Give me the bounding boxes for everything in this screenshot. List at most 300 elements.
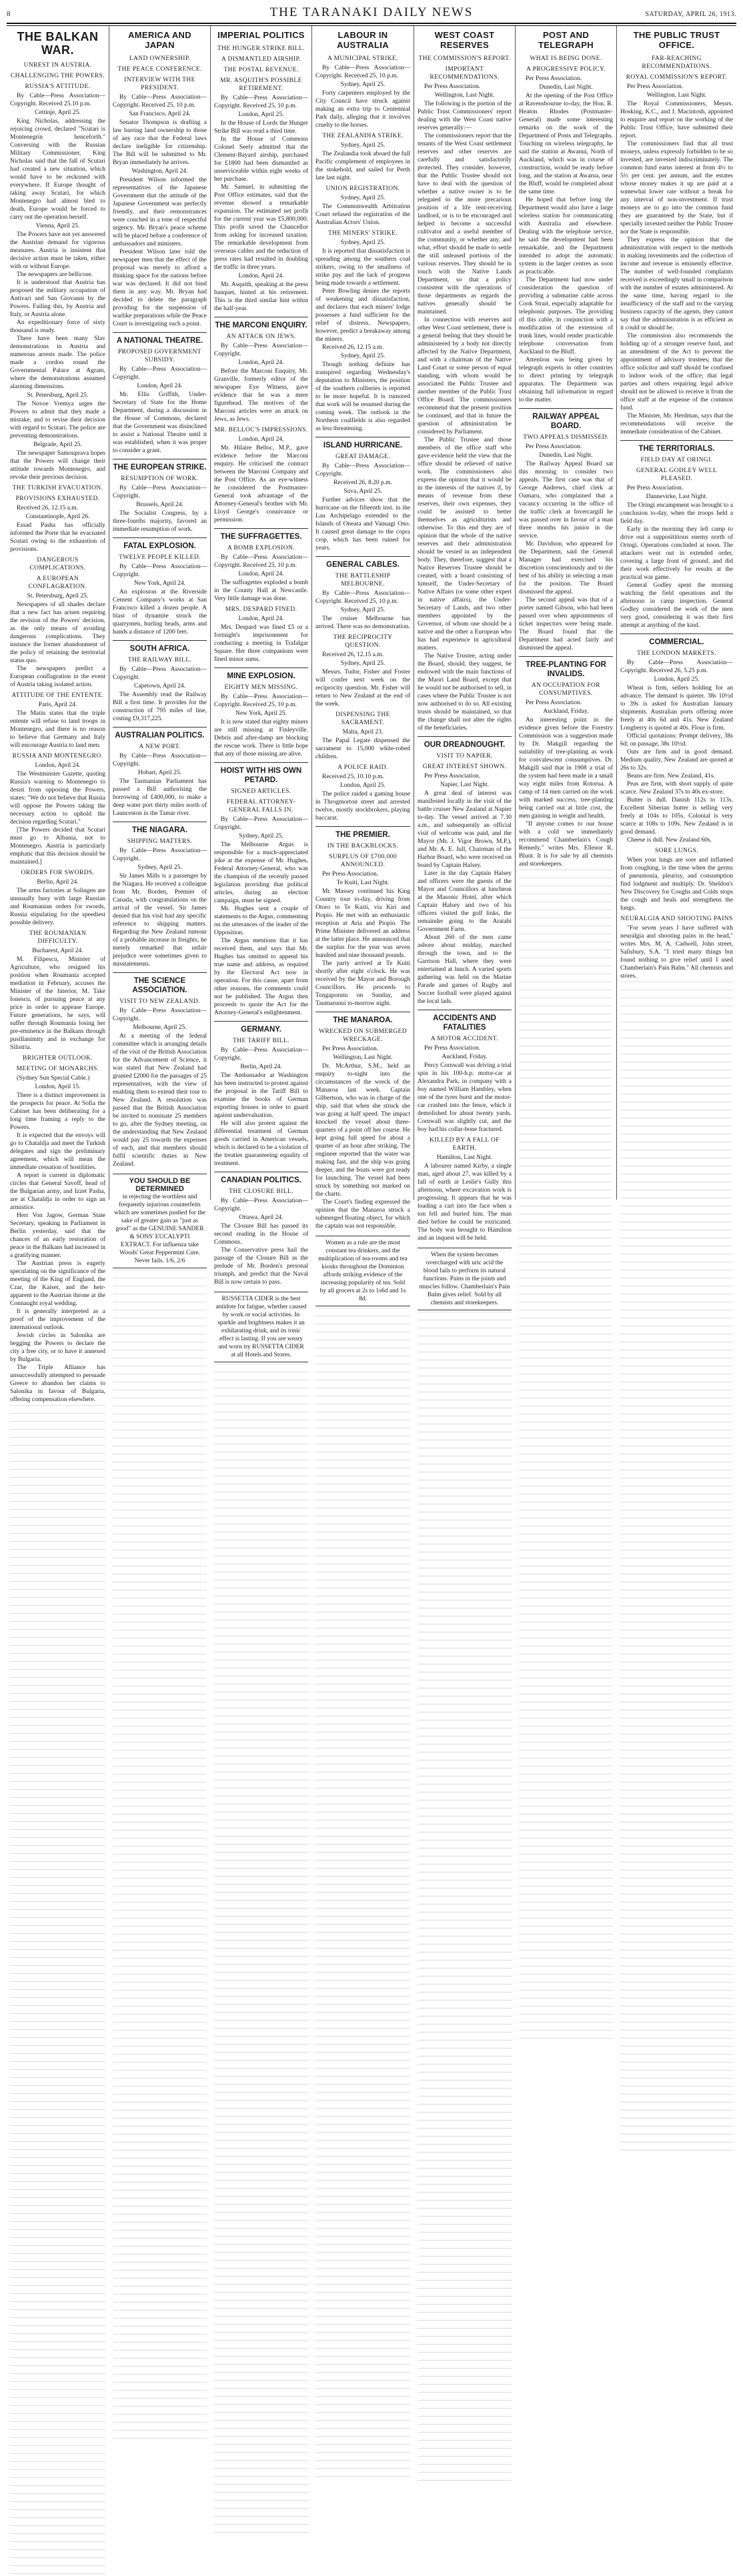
dateline: London, April 24. [238, 359, 284, 366]
article-paragraph: The newspapers predict a European conflagration in the event of Austria taking isolated action. [10, 666, 105, 688]
dateline: Brussels, April 24. [136, 501, 183, 508]
subheading: TWELVE PEOPLE KILLED. [119, 554, 201, 561]
article-paragraph: Butter is dull. Danish 112s to 113s. Excellent Siberian butter is selling very freely at 104s to 105s. Colonial is very scarce at 108s to 109s. New Zealand is in good demand. [620, 797, 733, 836]
subheading: MRS. DESPARD FINED. [225, 606, 297, 613]
dateline: Sydney, April 25. [340, 607, 386, 613]
section-headline: THE MANAROA. [315, 1012, 410, 1025]
dateline: Auckland, Friday. [543, 708, 589, 715]
dateline: Bucharest, April 24. [32, 948, 83, 954]
subheading: EIGHTY MEN MISSING. [224, 684, 298, 691]
article-paragraph: Per Press Association. [322, 871, 379, 878]
dateline: Sydney, April 25. [239, 833, 283, 840]
article-paragraph: Per Press Association. [322, 1046, 379, 1052]
subheading: MEETING OF MONARCHS. [16, 1066, 99, 1072]
dateline: Constantinople, April 26. [25, 513, 90, 520]
article-paragraph: In the House of Commons Colonel Seely admitted that the Clement-Bayard airship, purchased for £1800 had been dismantled as unserviceable within eight weeks of her purchase. [214, 136, 308, 183]
advertisement [418, 1248, 512, 1310]
section-headline: SOUTH AFRICA. [113, 640, 207, 654]
article-paragraph: The commissioners report that the tenants of the West Coast settlement reserves and other reserves are carefully and satisfactorily protected. They consider, however, that the Public Trustee should not have to deal with the question of whether a native owner is to be relegated to the more precarious position of a life rent-receiving landlord, or is to be encouraged and helped to become a successful cultivator and a useful member of the community, or whether any, and what, effort should be made to settle the still unleased portions of the various reserves. They should be in touch with the Native Lands Department, so that a policy consistent with the operations of those departments as regards the natives generally should be maintained. [418, 133, 512, 315]
article-paragraph: The Royal Commissioners, Messrs. Hosking, K.C., and J. Macintosh, appointed to enquire and report on the working of the Public Trust Office, have submitted their report. [620, 101, 733, 139]
advertisement-text: RUSSETTA CIDER is the best antidote for fatigue, whether caused by work or social activities. In sparkle and brightness makes it an exhilarating drink, and its tonic effect is lasting. If you are weary and worn try RUSSETTA CIDER at all Hotels and Stores. [215, 1296, 307, 1358]
dateline: Suva, April 25. [343, 488, 382, 495]
dateline: New York, April 25. [235, 710, 287, 717]
dateline: Hobart, April 25. [138, 770, 181, 776]
section-headline: THE SUFFRAGETTES. [214, 528, 308, 541]
article-paragraph: By Cable—Press Association—Copyright. [113, 563, 207, 578]
subheading: AN OCCUPATION FOR CONSUMPTIVES. [531, 682, 601, 697]
section-headline: MINE EXPLOSION. [214, 668, 308, 681]
article-paragraph: [The Powers decided that Scutari must go to Albania, not to Montenegro. Austria is particularly emphatic that this decision should be maintained.] [10, 827, 105, 866]
section-headline: GENERAL CABLES. [315, 556, 410, 569]
subheading: A MOTOR ACCIDENT. [430, 1036, 499, 1042]
article-paragraph: Sir James Mills is a passenger by the Niagara. He received a colleague from Mr. Borden, Premier of Canada, with congratulations on the arrival of the vessel. Sir James denied that his visit had any specific reference to shipping matters. Regarding the New Zealand rumour of a probable increase in freights, he merely remarked that unfair prejudice were sometimes given to misstatements. [113, 873, 207, 968]
article-paragraph: Received 26, 12.15 a.m. [322, 344, 384, 351]
article-paragraph: By Cable—Press Association—Copyright. Received 25, 10 p.m. [113, 94, 207, 109]
article-paragraph: He hoped that before long the Department would also have a large wireless station for communicating with Australia and elsewhere. Dealing with the telephone service, he said the development had been remarkable, and the Department intended to adopt the automatic system in the larger centres as soon as practicable. [519, 197, 613, 275]
article-paragraph: It is expected that the envoys will go to Chataldja and meet the Turkish delegates and sign the preliminary agreement, which will mean the immediate cessation of hostilities. [10, 1132, 105, 1171]
subheading: THE RAILWAY BILL. [127, 657, 192, 664]
column-headline: AMERICA AND JAPAN [128, 30, 191, 50]
article-paragraph: Attention was being given by telegraph experts in other countries to direct printing by telegraph apparatus. The Department was obtaining full information in regard to the matter. [519, 357, 613, 403]
article-paragraph: "If anyone comes to our house with a cold we immediately recommend Chamberlain's Cough Remedy," writes Mrs. Ellenor R. Blunt. It is for sale by all chemists and storekeepers. [519, 821, 613, 868]
article-paragraph: The Austrian press is eagerly speculating on the significance of the meeting of the King of England, the Czar, the Kaiser, and the heir-apparent to the Austrian throne at the Connaught royal wedding. [10, 1260, 105, 1307]
subheading: THE COMMISSION'S REPORT. [418, 55, 511, 62]
subheading: IMPORTANT RECOMMENDATIONS. [430, 66, 500, 81]
article-paragraph: Herr Von Jagow, German State Secretary, speaking in Parliament in Berlin yesterday, said that the chances of an early restoration of peace in the Balkans had increased in a gratifying manner. [10, 1212, 105, 1259]
column-continuation [620, 982, 733, 2153]
dateline: London, April 25. [238, 111, 284, 118]
dateline: Belgrade, April 25. [33, 441, 82, 448]
dateline: Malta, April 23. [342, 729, 384, 736]
dateline: Vienna, April 25. [35, 223, 80, 229]
article-paragraph: An expeditionary force of sixty thousand is ready. [10, 319, 105, 334]
column-3 [210, 26, 311, 1358]
article-paragraph: Mr. Ellis Griffith, Under-Secretary of State for the Home Department, during a discussion in the House of Commons, declared that the Government was disinclined to assist a National Theatre until it was established, when it was proper to consider a grant. [113, 391, 207, 454]
article-paragraph: Per Press Association. [526, 700, 582, 706]
dateline: London, April 24. [238, 436, 284, 443]
columns-container [7, 26, 736, 1403]
subheading: THE HUNGER STRIKE BILL. [217, 45, 305, 52]
subheading: THE ROUMANIAN DIFFICULTY. [29, 930, 87, 945]
subheading: SHIPPING MATTERS. [127, 838, 193, 845]
dateline: Received 26, 8.20 p.m. [333, 479, 392, 486]
article-paragraph: King Nicholas, addressing the rejoicing crowd, declared "Scutari is Montenegrin henceforth." Conversing with the Russian Military Commissioner, King Nicholas said that the fall of Scutari had created a new situation, which would have to be reckoned with everywhere. If Europe thought of taking away Scutari, for which Montenegro had almost bled to death, Europe would be forced to carry out the operation herself. [10, 118, 105, 221]
dateline: Hamilton, Last Night. [436, 1154, 493, 1161]
section-headline: THE EUROPEAN STRIKE. [113, 459, 207, 472]
dateline: San Francisco, April 24. [129, 111, 191, 117]
article-paragraph: Peas are firm, with short supply of quite scarce. New Zealand 37s to 40s ex-store. [620, 781, 733, 796]
article-paragraph: The Commonwealth Arbitration Court refused the registration of the Australian Actors' Union. [315, 203, 410, 226]
subheading: CHALLENGING THE POWERS. [10, 73, 105, 79]
article-paragraph: Percy Cornwall was driving a trial spin in his 100-h.p. motor-car at Alexandra Park, in company with a boy named William Hambley, when one of the tyres burst and the motor-car crashed into the fence, which it demolished for about twenty yards. Cornwall was slightly cut, and the boy had his collar-bone fractured. [418, 1062, 512, 1133]
section-headline: THE TERRITORIALS. [620, 440, 733, 453]
article-paragraph: An interesting point in the evidence given before the Forestry Commission was a suggestion made by Dr. Makgill regarding the suitability of tree-planting as work for convalescent consumptives. Dr. Makgill said that in 1908 a trial of the system had been made in a small way eight miles from Rotorua. A camp of 14 men carried on the work with marked success, tree-planting being carried out at little cost, the men gaining in weight and health. [519, 717, 613, 820]
advertisement-text: Women as a rule are the most constant tea drinkers, and the multiplication of tea-rooms and tea kiosks throughout the Dominion affords striking evidence of the increasing popularity of tea. Sold by all grocers at 2s to 1s6d and 1s 8d. [318, 1240, 408, 1302]
subheading: UNREST IN AUSTRIA. [23, 62, 92, 69]
article-paragraph: An explosion at the Riverside Cement Company's works at San Francisco killed a dozen people. A blast of dynamite struck the quarrymen, hurling heads, arms and hands a distance of 1200 feet. [113, 589, 207, 635]
subheading: DANGEROUS COMPLICATIONS. [29, 557, 86, 571]
article-paragraph: In the House of Lords the Hunger Strike Bill was read a third time. [214, 120, 308, 135]
article-paragraph: They express the opinion that the administration with respect to the methods in making investments and the collection of income and revenue is eminently effective. The number of well-founded complaints received is exceedingly small in comparison with the number of estates administered. At the same time, having regard to the insufficiency of the staff and to the varying business capacity of the agents, they cannot say that the administration is as efficient as it could or should be. [620, 237, 733, 331]
subheading: A BOMB EXPLOSION. [227, 545, 295, 551]
article-paragraph: Received 26, 12.15 a.m. [322, 652, 384, 658]
article-paragraph: In connection with reserves and other West Coast settlement, there is a general feeling that they should be administered by a body not directly affected by the Native Department, and with a chairman of the Native Land Court or some person of equal standing, with whom would be associated the Public Trustee and another member of the Public Trust Office Board. The commissioners recommend that the present position be continued, and that in future the question of administration be considered by Parliament. [418, 317, 512, 435]
dateline: London, April 15. [35, 1084, 81, 1090]
article-paragraph: Per Press Association. [627, 485, 684, 491]
subheading: IN THE BACKBLOCKS. [327, 843, 399, 850]
subheading: KILLED BY A FALL OF EARTH. [430, 1137, 500, 1152]
article-paragraph: Jewish circles in Salonika are begging the Powers to declare the city a free city, or to have it annexed by Bulgaria. [10, 1332, 105, 1363]
page-number: 8 [7, 10, 11, 18]
article-paragraph: It is generally interpreted as a proof of the improvement of the international outlook. [10, 1308, 105, 1331]
dateline: Sydney, April 25. [340, 239, 386, 246]
subheading: WRECKED ON SUBMERGED WRECKAGE. [318, 1028, 408, 1043]
article-paragraph: The Westminster Gazette, quoting Russia's warning to Montenegro to desist from opposing the Powers, states: "We do not believe that Russia will oppose the Powers taking the necessary action to uphold the decision regarding Scutari." [10, 771, 105, 826]
subheading: SIGNED ARTICLES. [231, 788, 291, 795]
article-paragraph: By Cable—Press Association—Copyright. [214, 343, 308, 357]
dateline: London, April 24. [137, 383, 183, 389]
article-paragraph: At a meeting of the federal committee which is arranging details of the visit of the British Association for the Advancement of Science, it was stated that New Zealand had granted £2000 for the passages of 25 representatives, with the view of enabling them to extend their tour to New Zealand. A resolution was passed that the British Association be invited to nominate 25 members to go, after the Sydney meeting, on the understanding that New Zealand would pay 25 towards the expenses of each, and that members should fulfil scientific duties in New Zealand. [113, 1033, 207, 1168]
article-paragraph: By Cable—Press Association—Copyright. [315, 463, 410, 477]
article-paragraph: Received 25, 10.10 p.m. [322, 774, 384, 780]
article-paragraph: Per Press Association. [526, 443, 582, 450]
column-continuation [418, 1312, 512, 2483]
article-paragraph: The commissioners find that all trust moneys, unless expressly forbidden to be so invested, are invested indiscriminately. The common fund earns interest at from 4½ to 5½ per cent. per annum, and the estates whose money makes it up are paid at a somewhat lower rate without a break for any interval of non-investment. If trust moneys are to go into the common fund they are guaranteed by the State, but if specially invested neither the Public Trustee nor the State is responsible. [620, 141, 733, 235]
article-paragraph: The Triple Alliance has unsuccessfully attempted to persuade Greece to abandon her claims to Salonika in favour of Bulgaria, offering compensation elsewhere. [10, 1364, 105, 1403]
subheading: SURPLUS OF £700,000 ANNOUNCED. [329, 854, 397, 868]
subheading: DISPENSING THE SACRAMENT. [335, 712, 390, 726]
article-paragraph: The Zealandia took aboard the full Pacific complement of employees in the stokehold, and sailed for Perth late last night. [315, 151, 410, 181]
subheading: FEDERAL ATTORNEY-GENERAL FALLS IN. [226, 799, 296, 814]
article-paragraph: The Matin states that the triple entente will refuse to land troops in Montenegro, and there is no reason to believe that Germany and Italy will encourage Austria to land men. [10, 710, 105, 749]
article-paragraph: Received 26, 12.15 a.m. [17, 505, 79, 511]
dateline: St. Petersburg, April 25. [27, 392, 89, 399]
dateline: London, April 24. [238, 615, 284, 622]
article-paragraph: By Cable—Press Association—Copyright. Received 26, 5.25 p.m. [620, 660, 733, 674]
column-4 [311, 26, 414, 1302]
article-paragraph: Early in the morning they left camp to drive out a supposititious enemy north of Oringi. Operations concluded at noon. The attackers went out in extended order, covering a large front of ground, and did their work effectively for results at the practical war game. [620, 526, 733, 581]
article-paragraph: Messrs. Tudor, Fisher and Foster will confer next week on the reciprocity question. Mr. Fisher will return to New Zealand at the end of the week. [315, 669, 410, 708]
section-headline: CANADIAN POLITICS. [214, 1172, 308, 1185]
subheading: ORDERS FOR SWORDS. [21, 870, 95, 876]
article-paragraph: The Department had now under consideration the question of providing a submarine cable across Cook Strait, especially adaptable for telephonic purposes. The providing of this cable, in conjunction with a modification of the extension of trunk lines, would render practicable telephone conversation from Auckland to the Bluff. [519, 277, 613, 355]
subheading: A POLICE RAID. [337, 764, 388, 771]
article-paragraph: By Cable—Press Association—Copyright. [214, 816, 308, 831]
article-paragraph: President Wilson later told the newspaper men that the effect of the proposal was merely to afford a thinking space for the nations before war was declared. It did not bind them in any way. Mr. Bryan had decided to delete the paragraph providing for the suspension of warlike preparations while the Peace Court is investigating such a point. [113, 249, 207, 327]
subheading: UNION REGISTRATION. [325, 185, 400, 192]
article-paragraph: Per Press Association. [424, 773, 481, 780]
dateline: Berlin, April 24. [37, 879, 79, 886]
section-headline: FATAL EXPLOSION. [113, 537, 207, 551]
article-paragraph: By Cable—Press Association—Copyright. [214, 1047, 308, 1062]
article-paragraph: Per Press Association. [526, 75, 582, 82]
subheading: A DISMANTLED AIRSHIP. [221, 56, 301, 63]
subheading: THE MINERS' STRIKE. [327, 230, 398, 237]
subheading: THE CLOSURE BILL. [229, 1188, 293, 1195]
article-paragraph: About 260 of the men came ashore about midday, marched through the town, and to the Garrison Hall, where they were entertained at lunch. A varied sports gathering was held on the Marine Parade and games of Rugby and Soccer football were played against the local lads. [418, 934, 512, 1005]
subheading: THE TARIFF BILL. [233, 1038, 289, 1044]
article-paragraph: Mr. Asquith, speaking at the press banquet, hinted at his retirement. This is the third similar hint within the half-year. [214, 281, 308, 312]
article-paragraph: The Railway Appeal Board sat this morning to consider two appeals. The first case was that of George Andrews, chief clerk at Oamaru, who complained that a vacancy occurring in the office of the traffic clerk at Invercargill he was passed over in favour of a man three months his junior in the service. [519, 461, 613, 539]
article-paragraph: Oats are firm and in good demand. Medium quality, New Zealand are quoted at 26s to 32s. [620, 749, 733, 772]
dateline: Sydney, April 25. [340, 81, 386, 88]
article-paragraph: The Public Trustee and those members of the office staff who gave evidence held the view that the office should be relieved of native work. The commissioners also express the opinion that it would be in the interests of the natives if, by means of revenue from these reserves, their own expenses, they could be assisted to better themselves as agriculturists and otherwise. To this end they are of opinion that the whole of the native reserves and their administration should be vested in an independent body. They, therefore, suggest that a Native Reserves Trustee should be created, with a board consisting of himself, the Under-Secretary of Native Affairs (or some other expert in native affairs), the Under-Secretary of Lands, and two other members appointed by the Governor, of whom one should be a native and the other a European who has had experience in agricultural matters. [418, 437, 512, 652]
dateline: Ottawa, April 24. [239, 1214, 283, 1221]
dateline: London, April 24. [238, 273, 284, 279]
article-paragraph: It is understood that Austria has proposed the military occupation of Antivari and San Giovanni by the Powers. Failing this, by Austria and Italy, or Austria alone. [10, 279, 105, 318]
article-paragraph: Essad Pasha has officially informed the Porte that he evacuated Scutari owing to the exhaustion of provisions. [10, 522, 105, 553]
advertisement [214, 1292, 308, 1362]
dateline: London, April 25. [654, 676, 700, 683]
article-paragraph: Dr. McArthur, S.M., held an enquiry to-night into the circumstances of the wreck of the Manaroa last week. Captain Gilbertson, who was in charge of the ship, said that when she struck she was going at half speed. The impact knocked the vessel about three-quarters of a point off her course. He kept going full speed for about a quarter of an hour after striking. The engineer reported that the water was making fast, and the ship was going deeper, and the boats were got ready for launching. The vessel had been struck by something not marked on the charts. [315, 1063, 410, 1198]
article-paragraph: Newspapers of all shades declare that a new fact has arisen requiring the revision of the Powers' decision, as the only means of avoiding dangerous complications. They instance the former abandonment of the policy of retaining the territorial status quo. [10, 601, 105, 664]
dateline: Cettinje, April 25. [35, 109, 81, 116]
article-paragraph: Mr. Samuel, in submitting the Post Office estimates, said that the revenue showed a remarkable expansion. The estimated net profit for the current year was £5,800,000. This profit saved the Chancellor from asking for increased taxation. The remarkable development from overseas cables and the reduction of press rates had resulted in doubling the traffic in three years. [214, 184, 308, 271]
subheading: THE PEACE CONFERENCE. [117, 66, 202, 73]
article-paragraph: The Ambassador at Washington has been instructed to protest against the proposal in the Tariff Bill to examine the books of German exporting houses in order to guard against undervaluation. [214, 1072, 308, 1119]
article-paragraph: By Cable—Press Association—Copyright. [113, 848, 207, 862]
subheading: BRIGHTER OUTLOOK. [23, 1055, 93, 1062]
article-paragraph: By Cable—Press Association—Copyright. [113, 666, 207, 681]
article-paragraph: By Cable—Press Association—Copyright. [214, 1198, 308, 1212]
article-paragraph: The newspapers are bellicose. [17, 271, 93, 278]
dateline: Sydney, April 25. [137, 864, 182, 871]
subheading: LAND OWNERSHIP. [129, 55, 191, 62]
article-paragraph: The following is the portion of the Public Trust Commissioners' report dealing with the West Coast native reserves generally:— [418, 101, 512, 131]
subheading: INTERVIEW WITH THE PRESIDENT. [124, 77, 195, 91]
article-paragraph: The Oringi encampment was brought to a conclusion to-day, when the troops held a field day. [620, 502, 733, 525]
subheading: TWO APPEALS DISMISSED. [523, 434, 609, 441]
article-paragraph: When your lungs are sore and inflamed from coughing, is the time when the germs of pneumonia, pleurisy, and consumption find lodgment and multiply. Dr. Sheldon's New Discovery for Coughs and Colds stops the cough and heals and strengthens the lungs. [620, 857, 733, 912]
article-paragraph: The party arrived at Te Kuiti shortly after eight o'clock. He was received by the Mayor and Borough Councillors. He proceeds to Tongaporutu on Sunday, and Taumarunui to-morrow night. [315, 960, 410, 1007]
section-headline: ISLAND HURRICANE. [315, 437, 410, 450]
subheading: ATTITUDE OF THE ENTENTE. [11, 692, 104, 699]
article-paragraph: Mr. Davidson, who appeared for the Department, said the General Manager had exercised his discretion conscientiously and to the best of his ability in selecting a man for the position. The Board dismissed the appeal. [519, 541, 613, 595]
article-paragraph: The Conservative press hail the passage of the Closure Bill as the prelude of Mr. Borden's personal triumph, and predict that the Naval Bill is now certain to pass. [214, 1247, 308, 1286]
column-continuation [315, 1308, 410, 2479]
article-paragraph: A labourer named Kirby, a single man, aged about 27, was killed by a fall of earth at Leslie's Gully this afternoon, where excavation work is progressing. It appears that he was loading a cart into the face when a ton fell and buried him. The man died before he could be extricated. The body was brought to Hamilton and an inquest will be held. [418, 1163, 512, 1242]
subheading: GREAT INTEREST SHOWN. [422, 764, 507, 770]
advertisement-text: in rejecting the worthless and frequently injurious counterfeits which are sometimes pushed for the sake of greater gain as "just as good" as the GENUINE SANDER & SONS' EUCALYPTI EXTRACT. For influenza take Woods' Great Peppermint Cure. Never fails. 1/6, 2/6 [114, 1194, 205, 1264]
dateline: Wellington, Last Night. [646, 92, 707, 99]
subheading: A NEW PORT. [139, 744, 181, 750]
dateline: Wellington, Last Night. [333, 1054, 393, 1061]
article-paragraph: The suffragettes exploded a bomb in the County Hall at Newcastle. Very little damage was done. [214, 579, 308, 602]
subheading: PROVISIONS EXHAUSTED. [15, 495, 100, 502]
subheading: PROPOSED GOVERNMENT SUBSIDY. [117, 349, 202, 363]
subheading: AN ATTACK ON JEWS. [226, 333, 296, 340]
article-paragraph: Official quotations: Prompt delivery, 38s 6d; on passage, 38s 10½d. [620, 733, 733, 748]
article-paragraph: A great deal of interest was manifested locally in the visit of the battle cruiser New Zealand at Napier to-day. The vessel arrived at 7.30 a.m., and subsequently an official visit of welcome was paid, and the Mayor (Mr. J. Vigor Brown, M.P.), and Mr. A. E. Jull, Chairman of the Harbor Board, who were received on board by Captain Halsey. [418, 790, 512, 869]
advertisement-title: YOU SHOULD BE DETERMINED [129, 1177, 191, 1193]
article-paragraph: The Minister, Mr. Herdman, says that the recommendations will receive the immediate consideration of the Cabinet. [620, 413, 733, 435]
dateline: St. Petersburg, April 25. [27, 593, 89, 599]
section-headline: A NATIONAL THEATRE. [113, 332, 207, 345]
article-paragraph: By Cable—Press Association—Copyright. Received 25, 10 p.m. [214, 694, 308, 708]
subheading: A PROGRESSIVE POLICY. [526, 66, 606, 73]
masthead-rule [7, 23, 736, 24]
column-headline: POST AND TELEGRAPH [538, 30, 594, 50]
article-paragraph: Further advices show that the hurricane on the fifteenth inst. in the Lau Archipelago extended to the Islands of Oneata and Vanuagi Ono. It caused great damage to the copra crop, which has been ruined for years. [315, 497, 410, 551]
article-paragraph: The Native Trustee, acting under the Board, should, they suggest, be endowed with the main functions of the Maori Land Board, except that he would not be authorised to sell, in cases where the Public Trustee is not now authorised to do so. All existing trusts should be maintained, so that the change shall not alter the rights of the beneficiaries. [418, 653, 512, 732]
section-headline: RAILWAY APPEAL BOARD. [519, 408, 613, 431]
article-paragraph: General Godley spent the morning watching the field operations and the afternoon in camp inspection. General Godley considered the work of the men very good, considering it was their first attempt at anything of the kind. [620, 582, 733, 629]
subheading: THE BATTLESHIP MELBOURNE. [335, 573, 391, 587]
dateline: New York, April 24. [133, 580, 186, 587]
dateline: Dunedin, Last Night. [539, 452, 593, 459]
subheading: SORE LUNGS. [654, 848, 699, 854]
dateline: London, April 25. [339, 782, 386, 789]
article-paragraph: Per Press Association. [627, 83, 684, 90]
article-paragraph: Wheat is firm, sellers holding for an advance. The demand is quieter. 38s 10½d to 39s is asked for Australian January shipments. Australian ports offering more freely at 40s 6d and 41s. New Zealand Longberry is quoted at 40s. Flour is firm. [620, 685, 733, 732]
article-paragraph: By Cable—Press Association—Copyright. Received 25, 10 p.m. [214, 554, 308, 569]
subheading: GREAT DAMAGE. [335, 453, 391, 460]
dateline: Sydney, April 25. [340, 195, 386, 201]
subheading: THE POSTAL REVENUE. [223, 67, 299, 73]
article-paragraph: Cheese is dull. New Zealand 60s. [627, 837, 712, 844]
column-continuation [214, 1364, 308, 2535]
advertisement [315, 1236, 410, 1306]
section-headline: OUR DREADNOUGHT. [418, 736, 512, 750]
article-paragraph: Before the Marconi Enquiry, Mr. Granville, formerly editor of the newspaper Eye Witness, gave evidence that he was a mere figurehead. The motives of the Marconi articles were an attack on Jews, as Jews. [214, 368, 308, 423]
dateline: Melbourne, April 25. [133, 1024, 187, 1031]
section-headline: AUSTRALIAN POLITICS. [113, 727, 207, 740]
column-continuation [113, 1270, 207, 2441]
article-paragraph: The Argus mentions that it has received them, and says that Mr. Hughes has omitted to append his true name and address, as required by the Electoral Act now in operation. For this cause, apart from other reasons, the comments could not be published. The Argus then proceeds to quote the Act for the Attorney-General's enlightenment. [214, 938, 308, 1016]
article-paragraph: "For seven years I have suffered with neuralgia and shooting pains in the head," writes Mrs. M. A. Cadwell, John street, Salisbury, S.A. "I tried many things but found nothing to give relief until I used Chamberlain's Pain Balm." All chemists and stores. [620, 925, 733, 980]
subheading: A EUROPEAN CONFLAGRATION. [28, 575, 87, 590]
issue-date: SATURDAY, APRIL 26, 1913. [645, 11, 736, 18]
subheading: THE TURKISH EVACUATION. [12, 485, 103, 491]
subheading: VISIT TO NAPIER. [436, 753, 493, 760]
advertisement [113, 1174, 207, 1268]
dateline: Auckland, Friday. [442, 1054, 488, 1060]
dateline: Berlin, April 24. [240, 1064, 282, 1070]
article-paragraph: The Court's finding expressed the opinion that the Manaroa struck a submerged floating object, for which the captain was not responsible. [315, 1199, 410, 1230]
article-paragraph: Forty carpenters employed by the City Council have struck against making an extra trip to Centennial Park daily, alleging that it involves cruelty to the horses. [315, 90, 410, 129]
article-paragraph: The police raided a gaming house in Throgmorton street and arrested twelve, mostly stockbrokers, playing baccarat. [315, 791, 410, 822]
article-paragraph: M. Filipescu, Minister of Agriculture, who resigned his position when Roumania accepted mediation in February, accuses the Minister of the Interior, M. Take Ionescu, of pursuing peace at any price in order to appease Europe. Future generations, he says, will suffer through Roumania losing her pre-eminence in the Balkans through pusillanimity and in exchange for Silistria. [10, 956, 105, 1051]
column-continuation [10, 1405, 105, 2576]
article-paragraph: Mrs. Despard was fined £5 or a fortnight's imprisonment for conducting a meeting in Trafalgar Square. Her three companions were fined minor sums. [214, 624, 308, 663]
article-paragraph: It is now stated that eighty miners are still missing at Finleyville. Debris and after-damp are blocking the rescue work. There is little hope that any of those missing are alive. [214, 719, 308, 758]
article-paragraph: The Melbourne Argus is responsible for a much-appreciated joke at the expense of Mr. Hughes, Federal Attorney-General, who was the champion of the recently passed legislation providing that political articles, during an election campaign, must be signed. [214, 842, 308, 904]
article-paragraph: The arms factories at Solingen are unusually busy with large Russian and Roumanian orders for swords, Russia stipulating for the speediest possible delivery. [10, 888, 105, 926]
subheading: THE RECIPROCITY QUESTION. [333, 634, 393, 649]
dateline: Paris, April 24. [38, 702, 77, 708]
column-5 [414, 26, 515, 1306]
article-paragraph: Per Press Association. [424, 83, 481, 90]
article-paragraph: Though nothing definite has transpired regarding Wednesday's deputation to Ministers, the position of the southern collieries is reported to be more hopeful. It is rumored that work will be resumed during the coming week. The outlook in the Northern coalfields is also regarded as less threatening. [315, 361, 410, 432]
article-paragraph: By Cable—Press Association—Copyright. Received 25, 10 p.m. [214, 95, 308, 109]
article-paragraph: The Tasmanian Parliament has passed a Bill authorising the borrowing of £400,000, to make a deep water port thirty miles north of Launceston in the Tamar river. [113, 778, 207, 817]
section-headline: THE MARCONI ENQUIRY. [214, 317, 308, 330]
column-1 [7, 26, 109, 1403]
dateline: Dannevirke, Last Night. [646, 493, 708, 500]
article-paragraph: There is a distinct improvement in the prospects for peace. At Sofia the Cabinet has been deliberating for a long time framing a reply to the Powers. [10, 1092, 105, 1131]
article-paragraph: Mr. Massey continued his King Country tour to-day, driving from Otoro to Te Kuiti, via Kiri and Piopio. He met with an enthusiastic reception at Aria and Piopio. The Prime Minister delivered an address at the latter place. He announced that the surplus for the year was seven hundred and nine thousand pounds. [315, 888, 410, 959]
article-paragraph: President Wilson informed the representatives of the Japanese Government that the attitude of the Japanese Government was perfectly friendly, and their remonstrances were couched in a tone of respectful urgency. Mr. Bryan's peace scheme will be placed before a conference of ambassadors and ministers. [113, 177, 207, 247]
article-paragraph: By Cable—Press Association—Copyright. [113, 485, 207, 499]
article-paragraph: The Novoe Vremya urges the Powers to admit that they made a mistake, and to revise their decision with regard to Scutari. The police are preventing demonstrations. [10, 401, 105, 439]
article-paragraph: The second appeal was that of a porter named Gibson, who had been passed over when appointments of ticket inspectors were being made. The Board found that the Department had acted fairly and dismissed the appeal. [519, 597, 613, 652]
article-paragraph: By Cable—Press Association—Copyright. Received 25, 10 p.m. [315, 590, 410, 605]
article-paragraph: By Cable—Press Association—Copyright. Received 25.10 p.m. [10, 93, 105, 107]
article-paragraph: By Cable—Press Association—Copyright. [113, 753, 207, 768]
article-paragraph: Later in the day Captain Halsey and officers were the guests of the Mayor and Councillors at luncheon at the Masonic Hotel, after which Captain Halsey and two of his officers visited the golf links, the remainder going to the Aratahi Government Farm. [418, 870, 512, 933]
dateline: Washington, April 24. [131, 168, 188, 175]
section-headline: GERMANY. [214, 1021, 308, 1034]
column-headline: LABOUR IN AUSTRALIA [337, 30, 389, 50]
article-paragraph: At the opening of the Post Office at Ravensbourne to-day, the Hon. R. Heaton Rhodes (Postmaster-General) made some interesting remarks on the work of the Department of Posts and Telegraphs. Touching on wireless telegraphy, he said the station at Awanui, North of Auckland, which was in course of construction, would be ready before long, and the station at Awarua, near the Bluff, would be completed about the same time. [519, 93, 613, 195]
article-paragraph: It is reported that dissatisfaction is spreading among the southern coal strikers, owing to the smallness of strike pay and the lack of progress being made towards a settlement. [315, 248, 410, 287]
subheading: MR. BELLOC'S IMPRESSIONS. [214, 427, 308, 433]
article-paragraph: The Socialist Congress, by a three-fourths majority, favored an immediate resumption of work. [113, 510, 207, 533]
subheading: WHAT IS BEING DONE. [530, 55, 602, 62]
subheading: NEURALGIA AND SHOOTING PAINS [620, 916, 733, 922]
section-headline: TREE-PLANTING FOR INVALIDS. [519, 656, 613, 679]
section-headline: COMMERCIAL. [620, 633, 733, 647]
dateline: Napier, Last Night. [440, 782, 489, 788]
column-headline: IMPERIAL POLITICS [217, 30, 305, 40]
article-paragraph: He will also protest against the differential treatment of German goods carried in American vessels, which is declared to be a violation of the treaties guaranteeing equality of treatment. [214, 1120, 308, 1167]
advertisement-text: When the system becomes overcharged with uric acid the blood fails to perform its natural functions. Pains in the joints and muscles follow. Chamberlain's Pain Balm gives relief. Sold by all chemists and storekeepers. [419, 1252, 510, 1306]
dateline: Wellington, Last Night. [434, 92, 495, 99]
subheading: THE LONDON MARKETS. [637, 650, 716, 657]
article-paragraph: There have been many Slav demonstrations in Austria and numerous arrests made. The police made a cordon round the Governmental Palace at Agram, where the demonstrations assumed alarming dimensions. [10, 335, 105, 390]
article-paragraph: Mr. Hilaire Belloc, M.P., gave evidence before the Marconi enquiry. He criticised the contract between the Marconi Company and the Post Office. As an eye-witness he considered the Postmaster-General took advantage of the Attorney-General's brother with Mr. Lloyd George's connivance or permission. [214, 445, 308, 523]
article-paragraph: By Cable—Press Association—Copyright. [113, 366, 207, 381]
section-headline: THE PREMIER. [315, 826, 410, 840]
subheading: RUSSIA AND MONTENEGRO. [12, 753, 103, 760]
article-paragraph: Beans are firm. New Zealand, 41s. [627, 773, 715, 780]
article-paragraph: By Cable—Press Association—Copyright. Received 25, 10 p.m. [315, 65, 410, 79]
subheading: VISIT TO NEW ZEALAND. [119, 998, 200, 1005]
subheading: MR. ASQUITH'S POSSIBLE RETIREMENT. [220, 77, 302, 92]
masthead [7, 5, 736, 20]
section-headline: ACCIDENTS AND FATALITIES [418, 1010, 512, 1032]
subheading: FAR-REACHING RECOMMENDATIONS. [642, 55, 712, 70]
subheading: GENERAL GODLEY WELL PLEASED. [636, 467, 718, 482]
dateline: London, April 24. [35, 762, 81, 769]
article-paragraph: Peter Bowling denies the reports of weakening and dissatisfaction, and declares that each miners' lodge possesses a fund sufficient for the relief of distress. Newspapers, however, predict a breakaway among the miners. [315, 288, 410, 343]
article-paragraph: The Powers have not yet answered the Austrian demand for vigorous measures. Austria is insistent that decisive action must be taken, either with or without Europe. [10, 231, 105, 270]
subheading: ROYAL COMMISSION'S REPORT. [626, 74, 728, 81]
article-paragraph: The Closure Bill has passed its second reading in the House of Commons. [214, 1223, 308, 1246]
subheading: FIELD DAY AT ORINGI. [640, 457, 713, 463]
dateline: London, April 24. [238, 571, 284, 577]
subheading: THE ZEALANDIA STRIKE. [322, 133, 404, 139]
article-paragraph: A report is current in diplomatic circles that General Savoff, head of the Bulgarian army, and Izzet Pasha, are at Chataldja in order to sign an armistice. [10, 1172, 105, 1211]
article-paragraph: Mr. Hughes sent a couple of statements to the Argus, commenting on the utterances of the leader of the Opposition. [214, 906, 308, 936]
section-headline: HOIST WITH HIS OWN PETARD. [214, 762, 308, 785]
article-paragraph: The cruiser Melbourne has arrived. There was no demonstration. [315, 615, 410, 630]
dateline: Sydney, April 25. [340, 142, 386, 149]
article-paragraph: Per Press Association. [424, 1045, 481, 1052]
dateline: Capetown, April 24. [133, 683, 186, 690]
article-paragraph: The Assembly read the Railway Bill a first time. It provides for the construction of 795 miles of line, costing £9,317,225. [113, 692, 207, 722]
column-headline: THE BALKAN WAR. [17, 30, 99, 57]
subheading: RUSSIA'S ATTITUDE. [25, 83, 91, 90]
column-continuation [519, 870, 613, 2041]
dateline: Sydney, April 25. [340, 353, 386, 359]
section-headline: THE NIAGARA. [113, 822, 207, 835]
article-paragraph: The commission also recommends the holding up of a stronger reserve fund, and an amendment of the Act to prevent the appointment of advisory trustees; that the office solicitor and staff should be confined to indoor work of the office; that legal parties and others requiring legal advice should not be allowed to receive it from the office staff at the expense of the common fund. [620, 333, 733, 411]
dateline: Te Kuiti, Last Night. [336, 880, 390, 886]
article-paragraph: The newspaper Samouprava hopes that the Powers will change their attitude towards Montenegro, and revoke their previous decision. [10, 450, 105, 481]
article-paragraph: (Sydney Sun Special Cable.) [17, 1075, 90, 1082]
section-headline: THE SCIENCE ASSOCIATION. [113, 972, 207, 995]
